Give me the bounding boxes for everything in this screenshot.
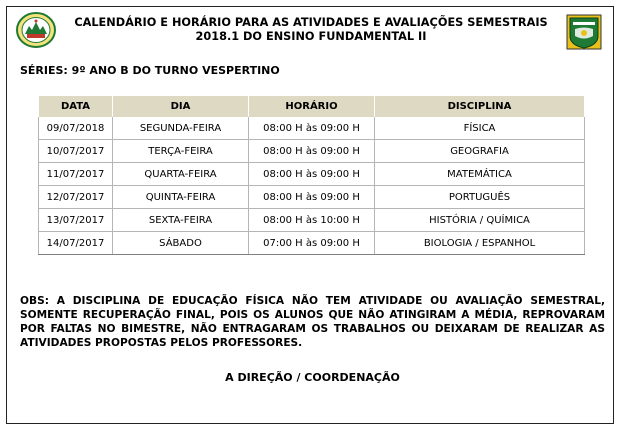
cell-subject: BIOLOGIA / ESPANHOL [375,232,585,255]
cell-date: 12/07/2017 [39,186,113,209]
school-seal-icon [16,12,56,48]
table-row [39,232,585,255]
title-line-1: CALENDÁRIO E HORÁRIO PARA AS ATIVIDADES E AVALIAÇÕES SEMESTRAIS [74,16,548,29]
cell-day: SEGUNDA-FEIRA [113,117,249,140]
cell-date: 10/07/2017 [39,140,113,163]
cell-time: 07:00 H às 09:00 H [249,232,375,255]
cell-time: 08:00 H às 09:00 H [249,140,375,163]
signature-line: A DIREÇÃO / COORDENAÇÃO [225,371,400,384]
column-header-time: HORÁRIO [249,96,375,117]
document-title [64,16,558,44]
cell-day: SEXTA-FEIRA [113,209,249,232]
cell-day: TERÇA-FEIRA [113,140,249,163]
cell-day: QUINTA-FEIRA [113,186,249,209]
cell-time: 08:00 H às 09:00 H [249,186,375,209]
cell-subject: HISTÓRIA / QUÍMICA [375,209,585,232]
cell-subject: GEOGRAFIA [375,140,585,163]
table-row [39,186,585,209]
cell-subject: MATEMÁTICA [375,163,585,186]
column-header-date: DATA [39,96,113,117]
table-row [39,117,585,140]
title-line-2: 2018.1 DO ENSINO FUNDAMENTAL II [195,30,427,43]
column-header-subject: DISCIPLINA [375,96,585,117]
observation-paragraph: OBS: A DISCIPLINA DE EDUCAÇÃO FÍSICA NÃO TEM ATIVIDADE OU AVALIAÇÃO SEMESTRAL, SOMENTE RECUPERAÇÃO FINAL, POIS OS ALUNOS QUE NÃO ATINGIRAM A MÉDIA, REPROVARAM POR FALTAS NO BIMESTRE, NÃO ENTRAGARAM OS TRABALHOS OU DEIXARAM DE REALIZAR AS ATIVIDADES PROPOSTAS PELOS PROFESSORES. [20,295,605,349]
cell-day: QUARTA-FEIRA [113,163,249,186]
cell-subject: PORTUGUÊS [375,186,585,209]
cell-time: 08:00 H às 09:00 H [249,117,375,140]
cell-time: 08:00 H às 09:00 H [249,163,375,186]
table-row [39,140,585,163]
column-header-day: DIA [113,96,249,117]
table-row [39,209,585,232]
cell-date: 14/07/2017 [39,232,113,255]
cell-subject: FÍSICA [375,117,585,140]
cell-date: 13/07/2017 [39,209,113,232]
school-emblem-icon [566,14,602,50]
table-row [39,163,585,186]
table-header-row [39,96,585,117]
cell-day: SÁBADO [113,232,249,255]
series-line: SÉRIES: 9º ANO B DO TURNO VESPERTINO [20,64,280,77]
cell-date: 11/07/2017 [39,163,113,186]
cell-date: 09/07/2018 [39,117,113,140]
schedule-table [38,96,585,255]
cell-time: 08:00 H às 10:00 H [249,209,375,232]
